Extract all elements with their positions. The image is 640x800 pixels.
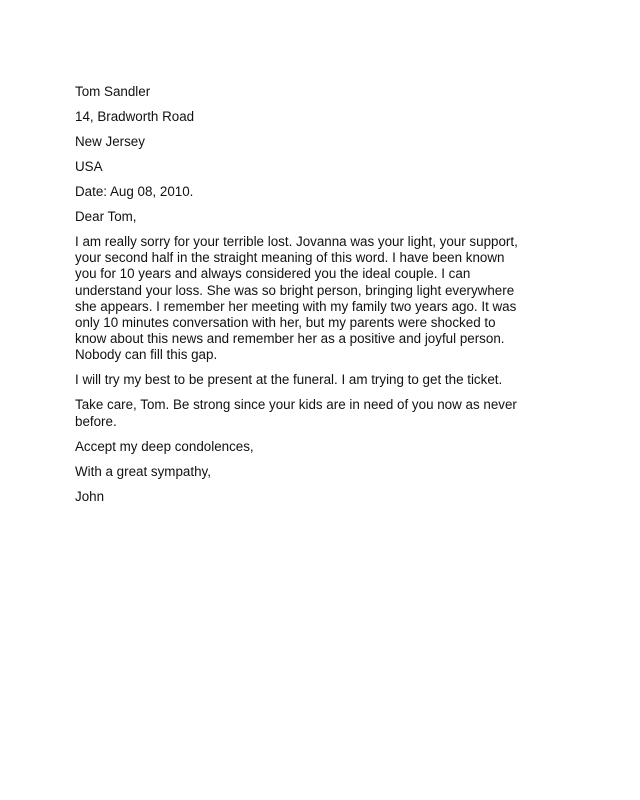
address-street: 14, Bradworth Road (75, 109, 195, 124)
paragraph-line: your second half in the straight meaning of this word. I have been known (75, 250, 505, 266)
paragraph-line: before. (75, 413, 117, 429)
body-paragraph-3 (75, 397, 575, 429)
address-country: USA (75, 159, 103, 174)
body-paragraph-2: I will try my best to be present at the funeral. I am trying to get the ticket. (75, 372, 503, 388)
paragraph-line: I am really sorry for your terrible lost. Jovanna was your light, your support, (75, 234, 518, 249)
signature: John (75, 488, 105, 504)
paragraph-line: you for 10 years and always considered you the ideal couple. I can (75, 266, 471, 282)
paragraph-line: know about this news and remember her as a positive and joyful person. (75, 331, 505, 347)
letter-body (75, 84, 575, 514)
sender-name: Tom Sandler (75, 84, 151, 99)
paragraph-line: understand your loss. She was so bright person, bringing light everywhere (75, 282, 515, 298)
paragraph-line: only 10 minutes conversation with her, but my parents were shocked to (75, 315, 496, 331)
closing-sympathy: With a great sympathy, (75, 463, 211, 479)
salutation: Dear Tom, (75, 209, 137, 224)
paragraph-line: Nobody can fill this gap. (75, 347, 218, 363)
body-paragraph-1 (75, 234, 575, 364)
paragraph-line: she appears. I remember her meeting with my family two years ago. It was (75, 298, 517, 314)
address-state: New Jersey (75, 134, 145, 149)
paragraph-line: Take care, Tom. Be strong since your kids are in need of you now as never (75, 397, 517, 413)
letter-date: Date: Aug 08, 2010. (75, 184, 194, 199)
closing-condolences: Accept my deep condolences, (75, 438, 254, 454)
